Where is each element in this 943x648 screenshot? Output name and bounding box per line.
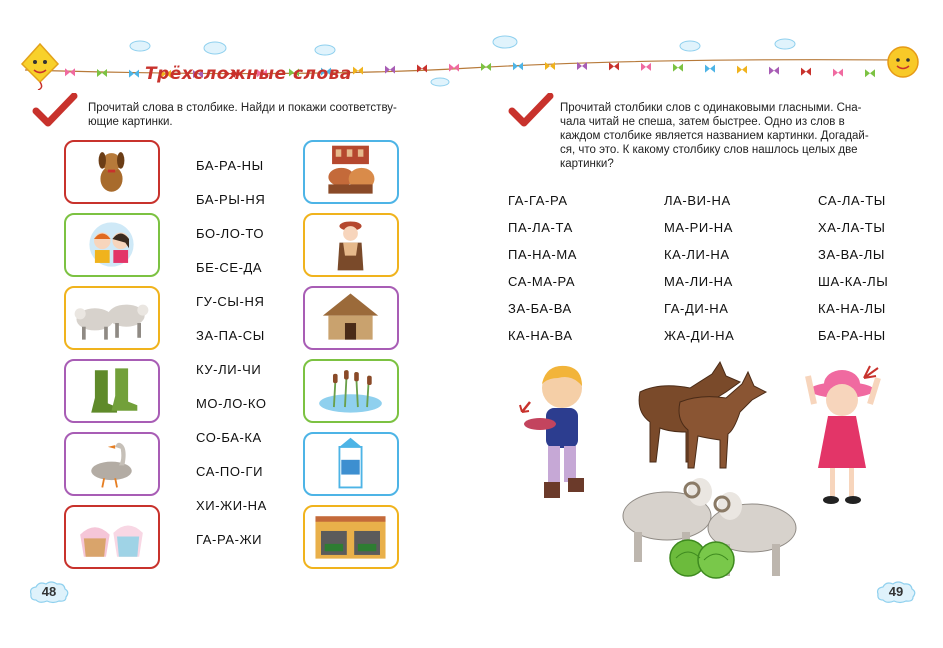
column-2-word: ГА-ДИ-НА	[664, 301, 729, 316]
column-2-word: ЛА-ВИ-НА	[664, 193, 731, 208]
left-picture-card[interactable]	[64, 359, 160, 423]
boy-with-berries-icon	[510, 360, 600, 510]
girl-in-hat-icon	[804, 364, 884, 509]
left-picture-card[interactable]	[64, 213, 160, 277]
right-picture-card[interactable]	[303, 140, 399, 204]
page-number-right: 49	[875, 580, 917, 604]
column-3-word: ЗА-ВА-ЛЫ	[818, 247, 885, 262]
sheep-icon	[66, 288, 157, 347]
right-picture-card[interactable]	[303, 359, 399, 423]
column-3-word: ША-КА-ЛЫ	[818, 274, 889, 289]
column-2-word: МА-ЛИ-НА	[664, 274, 733, 289]
syllable-word: БО-ЛО-ТО	[196, 226, 265, 241]
checkmark-icon-right	[508, 93, 554, 127]
right-picture-card[interactable]	[303, 505, 399, 569]
column-1-word: ПА-ЛА-ТА	[508, 220, 573, 235]
cupcakes-icon	[66, 507, 157, 566]
syllable-word: ГА-РА-ЖИ	[196, 532, 263, 547]
header-garland	[0, 30, 943, 90]
garages-icon	[305, 507, 396, 566]
hut-icon	[305, 288, 396, 347]
syllable-word: ГУ-СЫ-НЯ	[196, 294, 265, 309]
syllable-word: КУ-ЛИ-ЧИ	[196, 362, 262, 377]
column-1-word: ГА-ГА-РА	[508, 193, 568, 208]
column-3-word: СА-ЛА-ТЫ	[818, 193, 886, 208]
column-2-word: КА-ЛИ-НА	[664, 247, 730, 262]
page-title: Трёхсложные слова	[145, 64, 352, 84]
food-supplies-icon	[305, 142, 396, 201]
left-picture-card[interactable]	[64, 286, 160, 350]
left-picture-card[interactable]	[64, 505, 160, 569]
jackals-icon	[630, 352, 770, 472]
right-picture-card[interactable]	[303, 432, 399, 496]
right-picture-card[interactable]	[303, 213, 399, 277]
syllable-word: СА-ПО-ГИ	[196, 464, 264, 479]
syllable-word: ХИ-ЖИ-НА	[196, 498, 267, 513]
syllable-word: БА-РЫ-НЯ	[196, 192, 266, 207]
column-3-word: БА-РА-НЫ	[818, 328, 886, 343]
column-2-word: МА-РИ-НА	[664, 220, 734, 235]
goose-icon	[66, 434, 157, 493]
sun-icon	[888, 47, 918, 77]
children-talking-icon	[66, 215, 157, 274]
column-2-word: ЖА-ДИ-НА	[664, 328, 735, 343]
page-number-left: 48	[28, 580, 70, 604]
right-picture-card[interactable]	[303, 286, 399, 350]
right-instruction: Прочитай столбики слов с одинаковыми гласными. Сна- чала читай не спеша, затем быстрее. Одно из слов в каждом столбике является названием картинки. Догадай- ся, что это. К какому столбику слов нашлось целых две картинки?	[560, 102, 869, 170]
swamp-icon	[305, 361, 396, 420]
left-picture-card[interactable]	[64, 432, 160, 496]
cabbage-icon	[668, 534, 740, 580]
dog-icon	[66, 142, 157, 201]
column-1-word: ЗА-БА-ВА	[508, 301, 572, 316]
boots-icon	[66, 361, 157, 420]
milk-carton-icon	[305, 434, 396, 493]
column-3-word: КА-НА-ЛЫ	[818, 301, 886, 316]
syllable-word: СО-БА-КА	[196, 430, 262, 445]
column-1-word: КА-НА-ВА	[508, 328, 573, 343]
lady-icon	[305, 215, 396, 274]
syllable-word: МО-ЛО-КО	[196, 396, 267, 411]
checkmark-icon	[32, 93, 78, 127]
column-3-word: ХА-ЛА-ТЫ	[818, 220, 886, 235]
column-1-word: ПА-НА-МА	[508, 247, 578, 262]
left-picture-card[interactable]	[64, 140, 160, 204]
syllable-word: БЕ-СЕ-ДА	[196, 260, 263, 275]
left-instruction: Прочитай слова в столбике. Найди и покажи соответству- ющие картинки.	[88, 102, 397, 128]
syllable-word: БА-РА-НЫ	[196, 158, 264, 173]
syllable-word: ЗА-ПА-СЫ	[196, 328, 265, 343]
column-1-word: СА-МА-РА	[508, 274, 576, 289]
kite-icon	[22, 44, 58, 90]
